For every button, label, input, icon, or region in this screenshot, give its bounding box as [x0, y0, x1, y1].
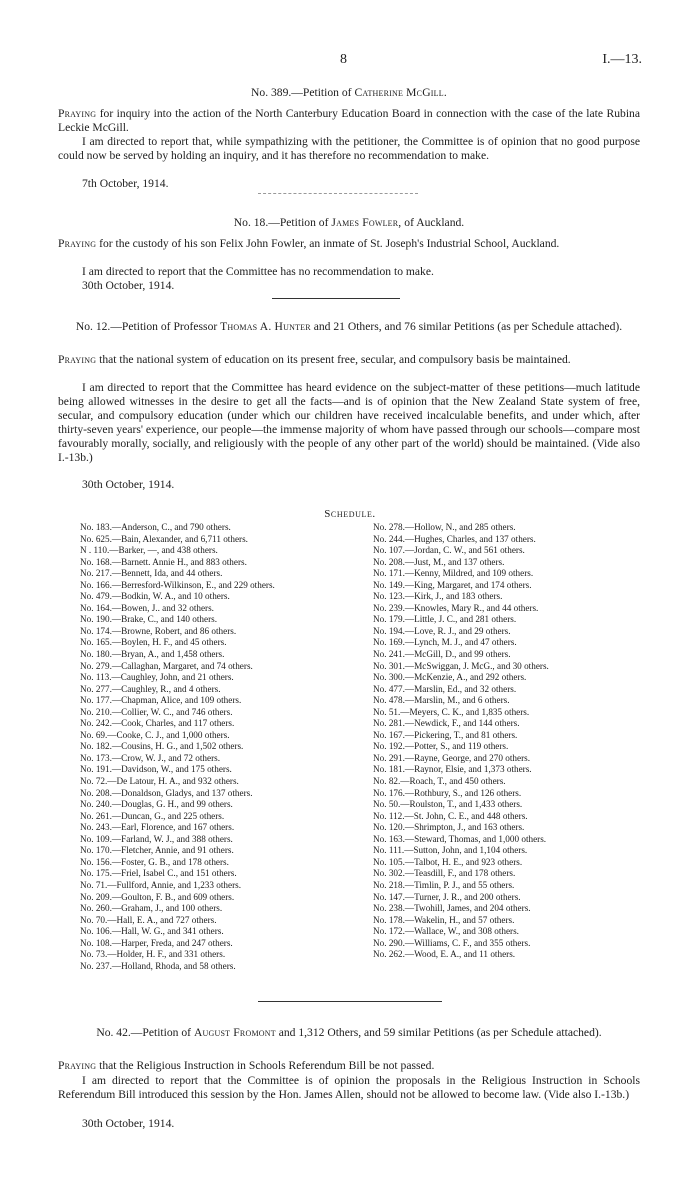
praying-text: for inquiry into the action of the North Canterbury Education Board in connection with the case of the late Rubina Leckie McGill. — [58, 107, 640, 134]
petitioner-name: August Fromont — [193, 1026, 276, 1039]
schedule-entry: No. 477.—Marslin, Ed., and 32 others. — [373, 683, 517, 694]
page-number: 8 — [340, 52, 347, 67]
schedule-entry: No. 217.—Bennett, Ida, and 44 others. — [80, 568, 223, 579]
petition-42-date: 30th October, 1914. — [82, 1117, 175, 1130]
schedule-entry: No. 301.—McSwiggan, J. McG., and 30 others. — [373, 660, 549, 671]
schedule-entry: N . 110.—Barker, —, and 438 others. — [80, 545, 218, 556]
schedule-entry: No. 71.—Fullford, Annie, and 1,233 others. — [80, 879, 242, 890]
schedule-entry: No. 208.—Donaldson, Gladys, and 137 others. — [80, 787, 253, 798]
schedule-entry: No. 172.—Wallace, W., and 308 others. — [373, 926, 519, 937]
schedule-entry: No. 176.—Rothbury, S., and 126 others. — [373, 787, 522, 798]
petition-12-report — [58, 381, 640, 465]
petition-42-report — [58, 1074, 640, 1102]
petition-12-date: 30th October, 1914. — [82, 478, 175, 491]
schedule-entry: No. 260.—Graham, J., and 100 others. — [80, 903, 223, 914]
petitioner-name: Catherine McGill. — [354, 86, 447, 99]
schedule-entry: No. 479.—Bodkin, W. A., and 10 others. — [80, 591, 230, 602]
vide-reference: (Vide also I.-13b.) — [544, 1088, 630, 1101]
schedule-entry: No. 244.—Hughes, Charles, and 137 others. — [373, 533, 536, 544]
schedule-entry: No. 169.—Lynch, M. J., and 47 others. — [373, 637, 517, 648]
schedule-entry: No. 178.—Wakelin, H., and 57 others. — [373, 914, 515, 925]
praying-text: that the national system of education on its present free, secular, and compulsory basis be maintained. — [96, 353, 571, 366]
schedule-entry: No. 180.—Bryan, A., and 1,458 others. — [80, 649, 225, 660]
schedule-entry: No. 171.—Kenny, Mildred, and 109 others. — [373, 568, 534, 579]
schedule-entry: No. 241.—McGill, D., and 99 others. — [373, 649, 511, 660]
heading-suffix: and 21 Others, and 76 similar Petitions (as per Schedule attached). — [310, 320, 623, 333]
schedule-entry: No. 164.—Bowen, J.. and 32 others. — [80, 602, 214, 613]
petition-42-heading — [58, 1026, 640, 1040]
schedule-entry: No. 112.—St. John, C. E., and 448 others. — [373, 810, 528, 821]
schedule-entry: No. 72.—De Latour, H. A., and 932 others. — [80, 776, 239, 787]
schedule-entry: No. 190.—Brake, C., and 140 others. — [80, 614, 218, 625]
schedule-entry: No. 107.—Jordan, C. W., and 561 others. — [373, 545, 525, 556]
petition-389-praying — [58, 107, 640, 135]
schedule-entry: No. 168.—Barnett. Annie H., and 883 others. — [80, 556, 247, 567]
schedule-entry: No. 281.—Newdick, F., and 144 others. — [373, 718, 520, 729]
petition-389-date: 7th October, 1914. — [82, 177, 169, 190]
petition-18-heading — [58, 216, 640, 230]
petition-12-praying — [58, 353, 640, 367]
petition-18-date: 30th October, 1914. — [82, 279, 175, 292]
schedule-entry: No. 50.—Roulston, T., and 1,433 others. — [373, 799, 523, 810]
heading-prefix: No. 12.—Petition of Professor — [75, 320, 218, 333]
heading-suffix: of Auckland. — [401, 216, 465, 229]
schedule-entry: No. 181.—Raynor, Elsie, and 1,373 others. — [373, 764, 532, 775]
report-text: I am directed to report that the Committee has heard evidence on the subject-matter of these petitions—much latitude being allowed witnesses in the desire to get all the facts—and is of opinion that the New Zealand State system of free, secular, and compulsory education (under which our children have received incalculable benefits, and under which, after thirty-seven years' experience, our people—the immense majority of whom have passed through our schools—compare most favourably morally, socially, and religiously with the people of any other part of the world) should be maintained. — [58, 381, 640, 450]
schedule-entry: No. 278.—Hollow, N., and 285 others. — [373, 522, 516, 532]
schedule-entry: No. 625.—Bain, Alexander, and 6,711 others. — [80, 533, 248, 544]
schedule-entry: No. 302.—Teasdill, F., and 178 others. — [373, 868, 516, 879]
schedule-entry: No. 123.—Kirk, J., and 183 others. — [373, 591, 503, 602]
praying-text: for the custody of his son Felix John Fowler, an inmate of St. Joseph's Industrial School, Auckland. — [96, 237, 560, 250]
heading-prefix: No. 42.—Petition of — [96, 1026, 192, 1039]
schedule-entry: No. 147.—Turner, J. R., and 200 others. — [373, 891, 521, 902]
schedule-entry: No. 156.—Foster, G. B., and 178 others. — [80, 856, 229, 867]
schedule-entry: No. 242.—Cook, Charles, and 117 others. — [80, 718, 235, 729]
schedule-entry: No. 191.—Davidson, W., and 175 others. — [80, 764, 232, 775]
schedule-right-column — [373, 522, 549, 961]
schedule-entry: No. 194.—Love, R. J., and 29 others. — [373, 625, 511, 636]
schedule-entry: No. 290.—Williams, C. F., and 355 others. — [373, 937, 531, 948]
schedule-entry: No. 73.—Holder, H. F., and 331 others. — [80, 949, 226, 960]
report-text: I am directed to report that the Committee is of opinion the proposals in the Religious Instruction in Schools Referendum Bill introduced this session by the Hon. James Allen, should not be allowed to become law. — [58, 1074, 640, 1101]
schedule-entry: No. 177.—Chapman, Alice, and 109 others. — [80, 695, 242, 706]
petitioner-name: Thomas A. Hunter — [220, 320, 311, 333]
schedule-entry: No. 174.—Browne, Robert, and 86 others. — [80, 625, 237, 636]
schedule-entry: No. 175.—Friel, Isabel C., and 151 others. — [80, 868, 237, 879]
schedule-entry: No. 108.—Harper, Freda, and 247 others. — [80, 937, 233, 948]
schedule-entry: No. 106.—Hall, W. G., and 341 others. — [80, 926, 224, 937]
schedule-entry: No. 182.—Cousins, H. G., and 1,502 others. — [80, 741, 244, 752]
schedule-entry: No. 218.—Timlin, P. J., and 55 others. — [373, 879, 515, 890]
petition-18-praying — [58, 237, 640, 251]
schedule-entry: No. 237.—Holland, Rhoda, and 58 others. — [80, 960, 236, 971]
schedule-entry: No. 243.—Earl, Florence, and 167 others. — [80, 822, 235, 833]
schedule-entry: No. 111.—Sutton, John, and 1,104 others. — [373, 845, 528, 856]
praying-lead: Praying — [58, 237, 97, 250]
schedule-entry: No. 300.—McKenzie, A., and 292 others. — [373, 672, 527, 683]
schedule-entry: No. 209.—Goulton, F. B., and 609 others. — [80, 891, 235, 902]
schedule-entry: No. 165.—Boylen, H. F., and 45 others. — [80, 637, 227, 648]
section-divider — [258, 1001, 442, 1002]
petition-12-heading — [58, 320, 640, 334]
schedule-entry: No. 69.—Cooke, C. J., and 1,000 others. — [80, 729, 230, 740]
petition-18-report: I am directed to report that the Committee has no recommendation to make. — [82, 265, 434, 278]
schedule-entry: No. 210.—Collier, W. C., and 746 others. — [80, 706, 233, 717]
praying-lead: Praying — [58, 107, 97, 120]
schedule-entry: No. 173.—Crow, W. J., and 72 others. — [80, 752, 221, 763]
schedule-entry: No. 279.—Callaghan, Margaret, and 74 others. — [80, 660, 253, 671]
petition-389-report: I am directed to report that, while sympathizing with the petitioner, the Committee is of opinion that no good purpose could now be served by holding an inquiry, and it has therefore no recommendation to make. — [58, 135, 640, 162]
schedule-entry: No. 167.—Pickering, T., and 81 others. — [373, 729, 518, 740]
schedule-entry: No. 70.—Hall, E. A., and 727 others. — [80, 914, 217, 925]
schedule-entry: No. 208.—Just, M., and 137 others. — [373, 556, 505, 567]
schedule-left-column — [80, 522, 275, 972]
schedule-entry: No. 261.—Duncan, G., and 225 others. — [80, 810, 225, 821]
schedule-entry: No. 239.—Knowles, Mary R., and 44 others. — [373, 602, 539, 613]
schedule-entry: No. 291.—Rayne, George, and 270 others. — [373, 752, 531, 763]
praying-lead: Praying — [58, 1059, 97, 1072]
schedule-entry: No. 262.—Wood, E. A., and 11 others. — [373, 949, 516, 960]
schedule-entry: No. 183.—Anderson, C., and 790 others. — [80, 522, 231, 532]
schedule-entry: No. 478.—Marslin, M., and 6 others. — [373, 695, 510, 706]
schedule-entry: No. 113.—Caughley, John, and 21 others. — [80, 672, 234, 683]
schedule-entry: No. 149.—King, Margaret, and 174 others. — [373, 579, 532, 590]
schedule-entry: No. 238.—Twohill, James, and 204 others. — [373, 903, 531, 914]
section-divider — [258, 193, 418, 194]
schedule-title: Schedule. — [324, 508, 376, 520]
heading-prefix: No. 389.—Petition of — [251, 86, 352, 99]
schedule-entry: No. 109.—Farland, W. J., and 388 others. — [80, 833, 233, 844]
schedule-entry: No. 277.—Caughley, R., and 4 others. — [80, 683, 221, 694]
schedule-entry: No. 166.—Berresford-Wilkinson, E., and 229 others. — [80, 579, 275, 590]
schedule-entry: No. 192.—Potter, S., and 119 others. — [373, 741, 509, 752]
petition-42-praying — [58, 1059, 640, 1073]
paper-reference: I.—13. — [602, 52, 642, 67]
heading-prefix: No. 18.—Petition of — [233, 216, 329, 229]
petition-389-heading — [58, 86, 640, 100]
vide-reference: (Vide also I.-13b.) — [58, 437, 640, 464]
praying-text: that the Religious Instruction in Schools Referendum Bill be not passed. — [96, 1059, 435, 1072]
schedule-entry: No. 179.—Little, J. C., and 281 others. — [373, 614, 517, 625]
schedule-entry: No. 105.—Talbot, H. E., and 923 others. — [373, 856, 523, 867]
schedule-entry: No. 120.—Shrimpton, J., and 163 others. — [373, 822, 525, 833]
heading-suffix: and 1,312 Others, and 59 similar Petitions (as per Schedule attached). — [275, 1026, 602, 1039]
schedule-entry: No. 163.—Steward, Thomas, and 1,000 others. — [373, 833, 547, 844]
schedule-entry: No. 51.—Meyers, C. K., and 1,835 others. — [373, 706, 530, 717]
praying-lead: Praying — [58, 353, 97, 366]
schedule-entry: No. 240.—Douglas, G. H., and 99 others. — [80, 799, 233, 810]
schedule-entry: No. 170.—Fletcher, Annie, and 91 others. — [80, 845, 234, 856]
petitioner-name: James Fowler, — [331, 216, 402, 229]
schedule-entry: No. 82.—Roach, T., and 450 others. — [373, 776, 506, 787]
section-divider — [272, 298, 400, 299]
